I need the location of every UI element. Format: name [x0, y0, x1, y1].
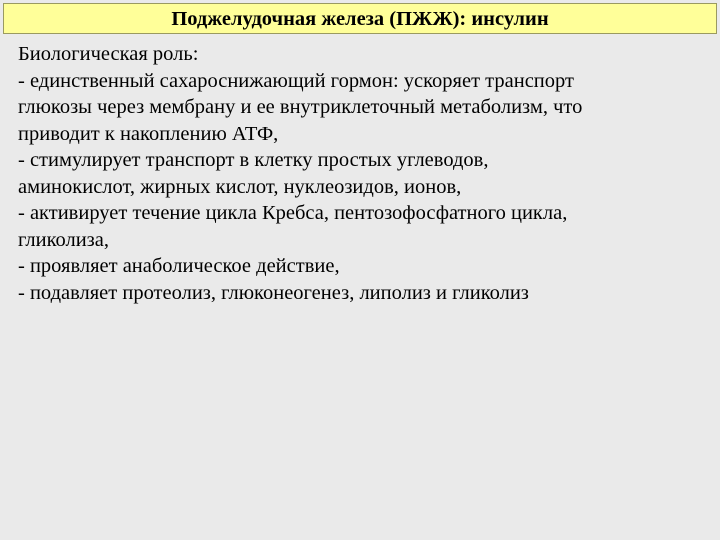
- body-line: глюкозы через мембрану и ее внутриклеточный метаболизм, что: [18, 96, 583, 118]
- title-bar: [3, 3, 717, 34]
- body-line: приводит к накоплению АТФ,: [18, 122, 279, 145]
- body-line: - проявляет анаболическое действие,: [18, 255, 340, 277]
- body-line: гликолиза,: [18, 228, 109, 251]
- body-line-section-heading: Биологическая роль:: [18, 43, 199, 65]
- body-line: - единственный сахароснижающий гормон: ускоряет транспорт: [18, 69, 574, 92]
- body-line: аминокислот, жирных кислот, нуклеозидов, ионов,: [18, 175, 462, 198]
- slide-body: [18, 41, 708, 306]
- body-line: - активирует течение цикла Кребса, пентозофосфатного цикла,: [18, 202, 568, 224]
- slide-title: Поджелудочная железа (ПЖЖ): инсулин: [171, 8, 549, 30]
- body-line: - подавляет протеолиз, глюконеогенез, липолиз и гликолиз: [18, 281, 529, 304]
- body-line: - стимулирует транспорт в клетку простых углеводов,: [18, 149, 489, 171]
